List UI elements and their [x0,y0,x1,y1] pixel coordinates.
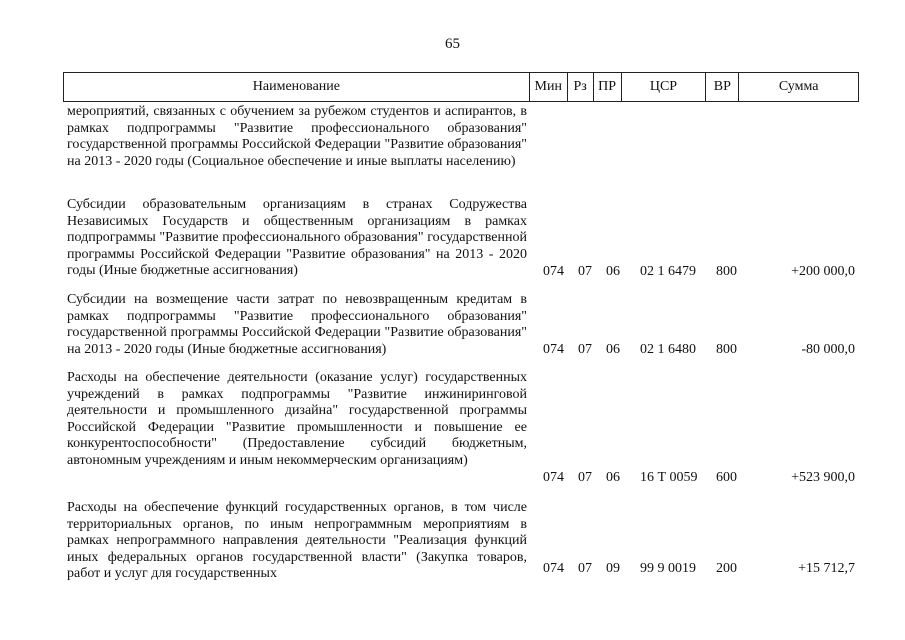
page-number: 65 [445,36,460,52]
header-csr: ЦСР [622,73,707,101]
row-rz: 07 [578,561,592,576]
row-rz: 07 [578,342,592,357]
row-csr: 16 Т 0059 [640,470,698,485]
header-sum: Сумма [778,79,819,94]
row-pr: 06 [606,470,620,485]
row-rz: 07 [578,264,592,279]
row-pr: 06 [606,342,620,357]
row-csr: 02 1 6479 [640,264,696,279]
row-sum: -80 000,0 [801,342,855,357]
header-min: Мин [530,73,568,101]
row-name: Расходы на обеспечение функций государственных органов, в том числе территориальных органов, по иным непрограммным мероприятиям в рамках непрограммного направления деятельности "Реализация функций иных федеральных органов государственной власти" (Закупка товаров, работ и услуг для государственных [67,500,527,582]
row-min: 074 [543,264,564,279]
row-min: 074 [543,561,564,576]
row-vr: 600 [716,470,737,485]
row-name: Субсидии на возмещение части затрат по невозвращенным кредитам в рамках подпрограммы "Развитие профессионального образования" государственной программы Российской Федерации "Развитие образования" на 2013 - 2020 годы (Иные бюджетные ассигнования) [67,292,527,357]
table-header [63,72,859,102]
header-rz: Рз [568,73,594,101]
row-pr: 06 [606,264,620,279]
row-sum: +523 900,0 [791,470,855,485]
row-rz: 07 [578,470,592,485]
row-csr: 99 9 0019 [640,561,696,576]
row-min: 074 [543,342,564,357]
row-name: Субсидии образовательным организациям в странах Содружества Независимых Государств и общественным организациям в рамках подпрограммы "Развитие профессионального образования" государственной программы Российской Федерации "Развитие образования" на 2013 - 2020 годы (Иные бюджетные ассигнования) [67,197,527,279]
row-vr: 200 [716,561,737,576]
row-min: 074 [543,470,564,485]
row-sum: +15 712,7 [798,561,855,576]
row-name: мероприятий, связанных с обучением за рубежом студентов и аспирантов, в рамках подпрограммы "Развитие профессионального образования" государственной программы Российской Федерации "Развитие образования" на 2013 - 2020 годы (Социальное обеспечение и иные выплаты населению) [67,104,527,169]
row-vr: 800 [716,342,737,357]
header-pr: ПР [594,73,622,101]
row-name: Расходы на обеспечение деятельности (оказание услуг) государственных учреждений в рамках подпрограммы "Развитие инжиниринговой деятельности и промышленного дизайна" государственной программы Российской Федерации "Развитие промышленности и повышение ее конкурентоспособности" (Предоставление субсидий бюджетным, автономным учреждениям и иным некоммерческим организациям) [67,370,527,468]
header-name: Наименование [64,73,530,101]
row-pr: 09 [606,561,620,576]
row-vr: 800 [716,264,737,279]
row-sum: +200 000,0 [791,264,855,279]
row-csr: 02 1 6480 [640,342,696,357]
header-vr: ВР [706,73,739,101]
